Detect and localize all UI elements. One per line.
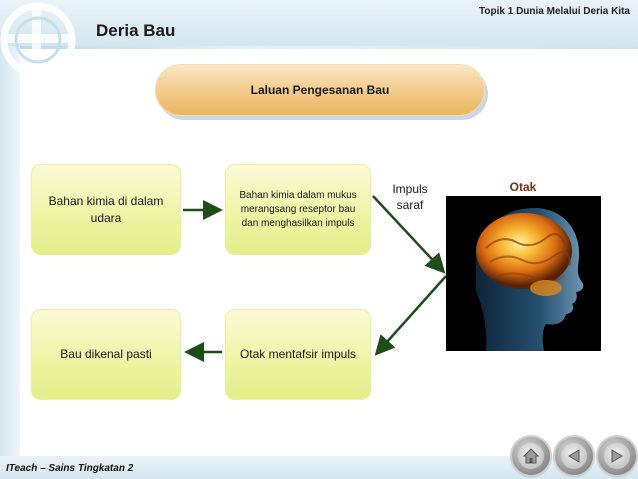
back-button[interactable] bbox=[555, 437, 593, 475]
slide-title: Deria Bau bbox=[96, 21, 176, 40]
arrow-brain-to-interpret bbox=[378, 276, 446, 352]
arrow-mucus-to-brain bbox=[373, 196, 442, 270]
box-smell-text: Bau dikenal pasti bbox=[60, 347, 152, 361]
impulse-label: Impuls saraf bbox=[392, 182, 428, 212]
banner-text: Laluan Pengesanan Bau bbox=[250, 83, 390, 97]
box-brain-text: Otak mentafsir impuls bbox=[239, 347, 357, 361]
brain-label: Otak bbox=[509, 180, 537, 194]
back-triangle-icon bbox=[565, 447, 583, 465]
topic-label: Topik 1 Dunia Melalui Deria Kita bbox=[479, 6, 630, 17]
home-icon bbox=[522, 447, 540, 465]
home-button[interactable] bbox=[512, 437, 550, 475]
box-chemical-text: Bahan kimia di dalam udara bbox=[48, 193, 164, 225]
box-mucus-text: Bahan kimia dalam mukus merangsang reseptor bau dan menghasilkan impuls bbox=[239, 189, 357, 229]
forward-button[interactable] bbox=[598, 437, 636, 475]
footer-text: ITeach – Sains Tingkatan 2 bbox=[6, 463, 134, 474]
forward-triangle-icon bbox=[608, 447, 626, 465]
